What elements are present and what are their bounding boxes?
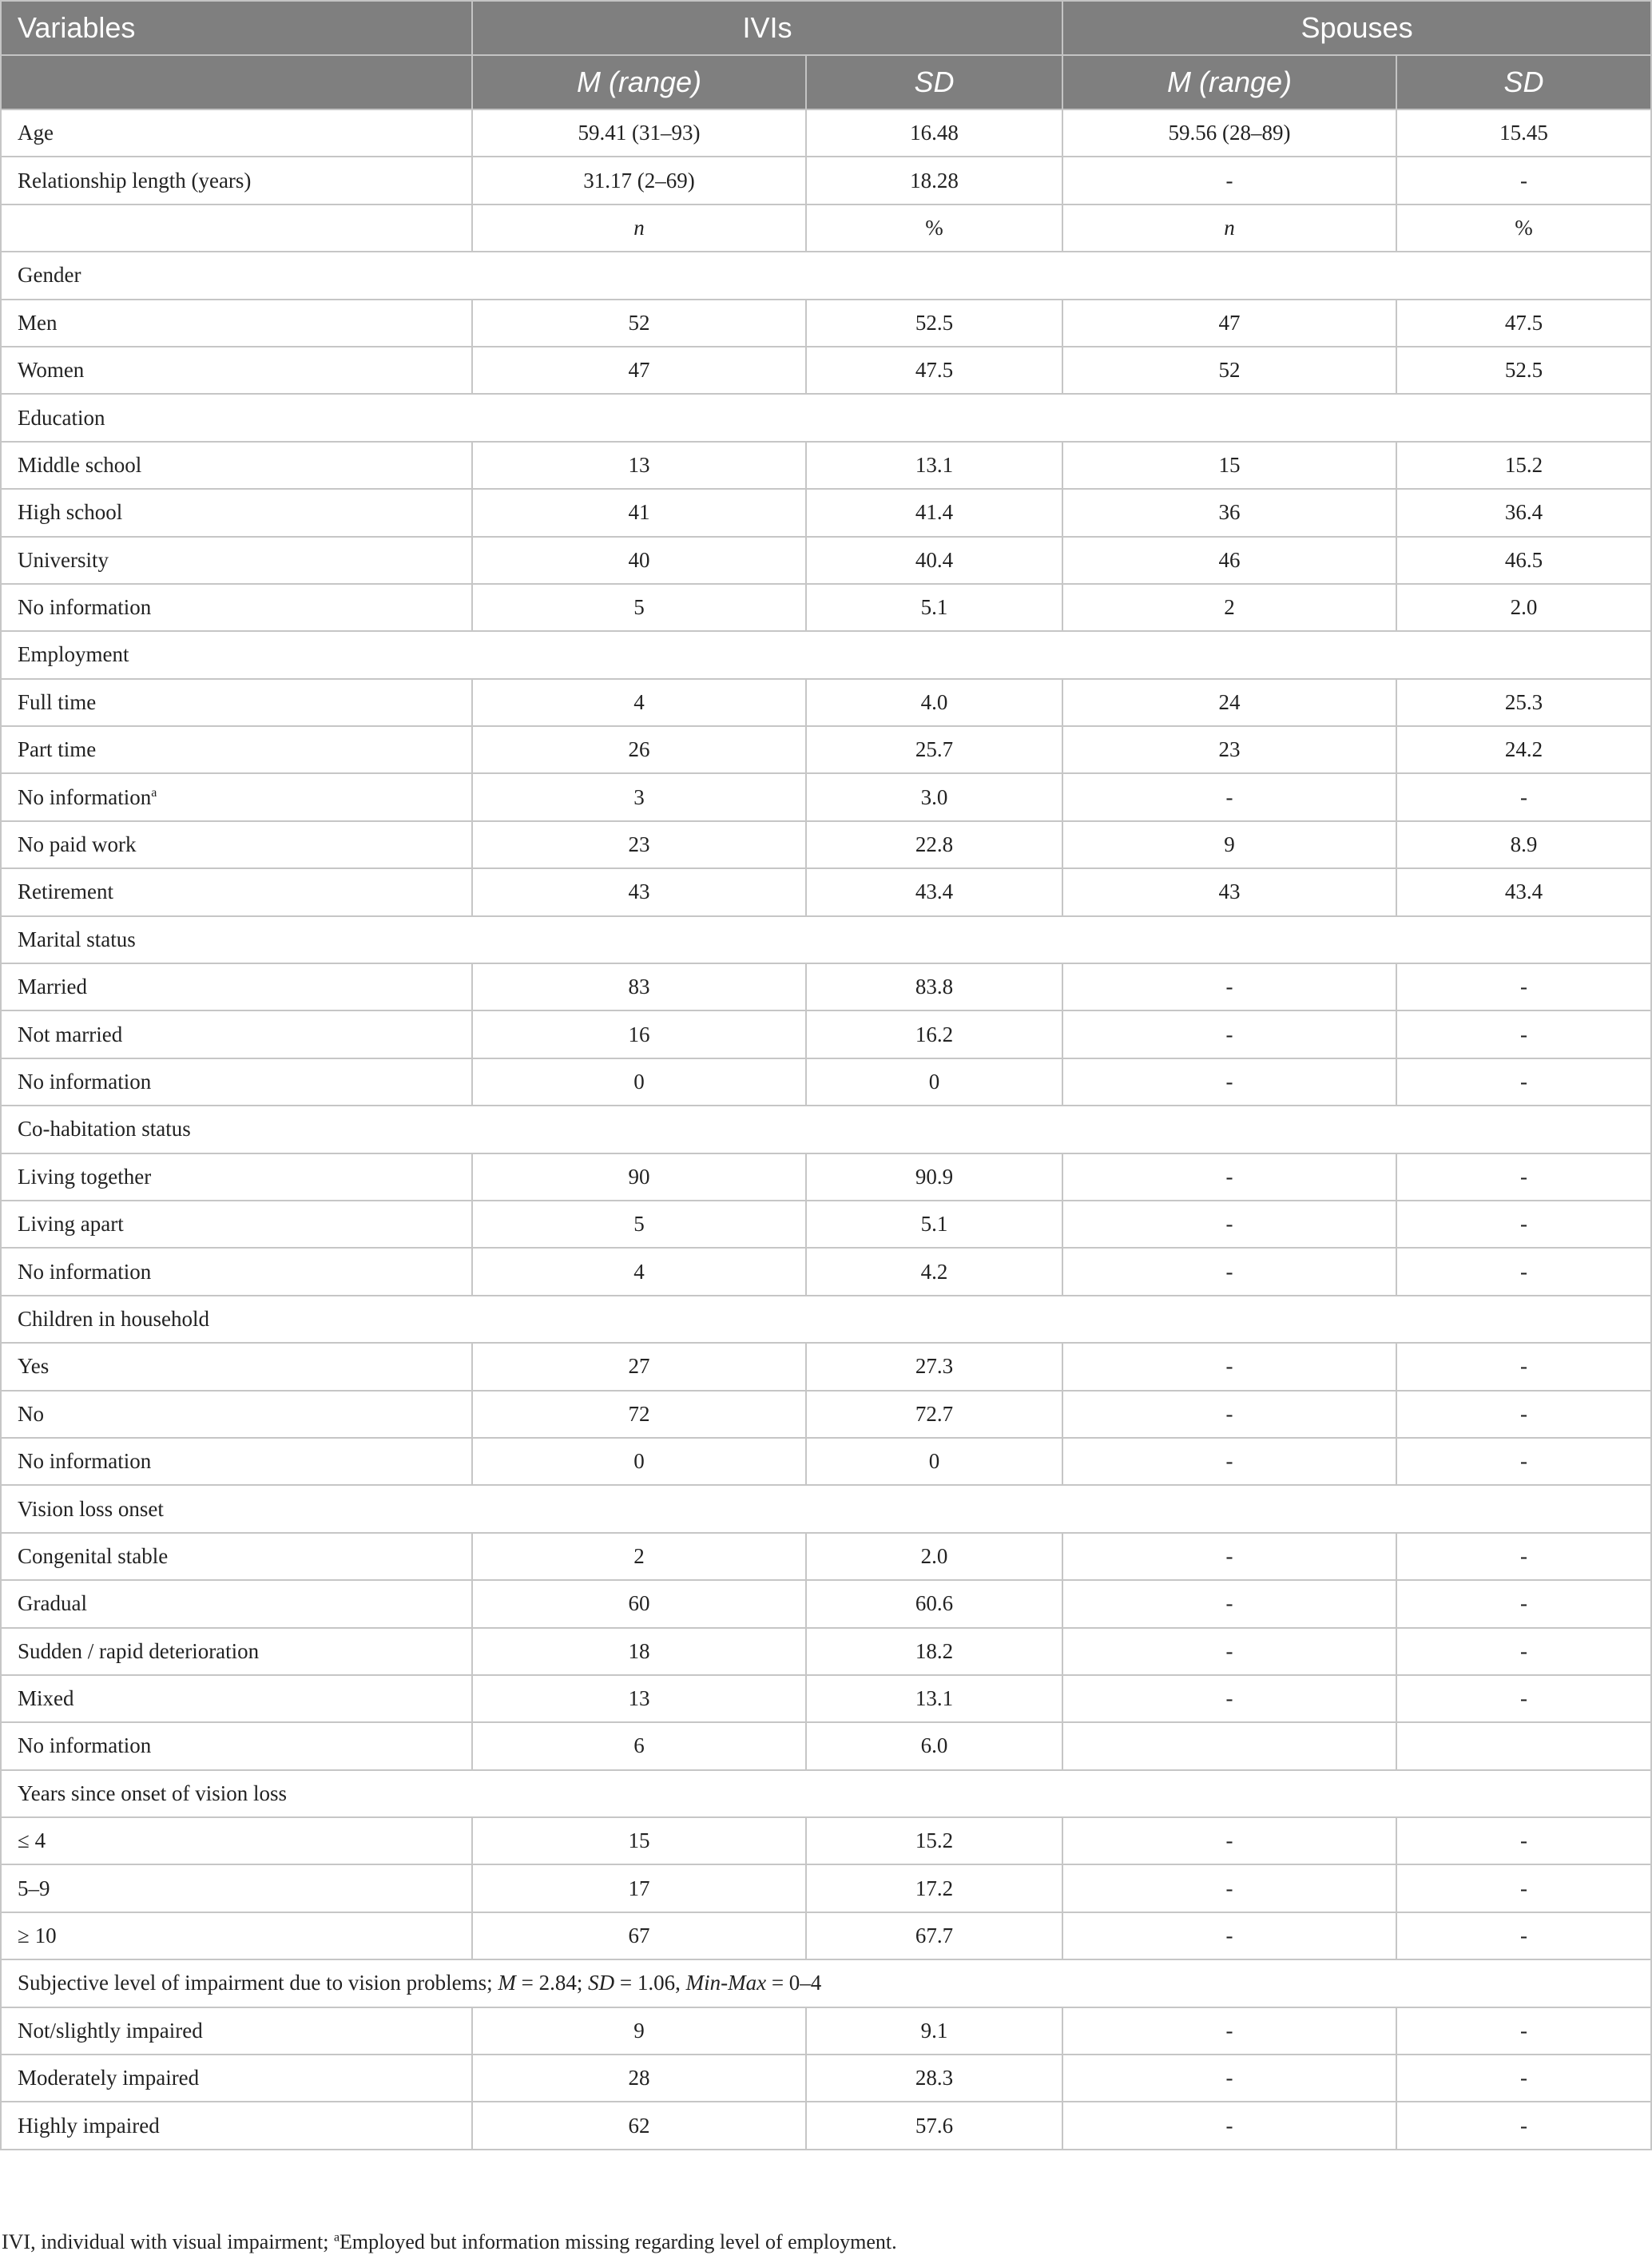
row-label — [1, 1533, 472, 1580]
section-title: Employment — [1, 631, 1651, 678]
cell: - — [1396, 2055, 1651, 2102]
cell: 18 — [472, 1628, 806, 1675]
cell: - — [1062, 2055, 1396, 2102]
section-row — [1, 252, 1651, 299]
table-row — [1, 2007, 1651, 2055]
section-title: Vision loss onset — [1, 1485, 1651, 1532]
row-label-text: No — [18, 1401, 44, 1426]
cell: 15.2 — [1396, 442, 1651, 489]
row-label — [1, 2007, 472, 2055]
cell: 15.45 — [1396, 109, 1651, 157]
cell: 67.7 — [806, 1912, 1062, 1959]
row-label — [1, 442, 472, 489]
cell: 83.8 — [806, 963, 1062, 1010]
section-title: Years since onset of vision loss — [1, 1770, 1651, 1817]
cell: 47 — [1062, 300, 1396, 347]
cell: - — [1396, 1628, 1651, 1675]
cell: - — [1396, 1533, 1651, 1580]
footnote-marker: a — [333, 2230, 340, 2245]
row-label — [1, 1248, 472, 1295]
cell: 16.48 — [806, 109, 1062, 157]
cell: 60.6 — [806, 1580, 1062, 1627]
cell: 27.3 — [806, 1343, 1062, 1390]
cell: 6.0 — [806, 1722, 1062, 1769]
row-label-text: Moderately impaired — [18, 2066, 200, 2090]
section-title: Children in household — [1, 1296, 1651, 1343]
cell: - — [1062, 1533, 1396, 1580]
cell: 2 — [1062, 584, 1396, 631]
cell: 13 — [472, 442, 806, 489]
cell: 2.0 — [806, 1533, 1062, 1580]
cell: 24 — [1062, 679, 1396, 726]
cell: 83 — [472, 963, 806, 1010]
cell: 4.2 — [806, 1248, 1062, 1295]
table-row — [1, 1201, 1651, 1248]
cell: 2.0 — [1396, 584, 1651, 631]
cell: 72.7 — [806, 1391, 1062, 1438]
cell: - — [1396, 1153, 1651, 1201]
table-row — [1, 2055, 1651, 2102]
table-row — [1, 489, 1651, 536]
cell: 25.7 — [806, 726, 1062, 773]
table-row — [1, 442, 1651, 489]
row-label — [1, 1438, 472, 1485]
cell: 0 — [806, 1058, 1062, 1106]
section-row — [1, 394, 1651, 441]
table-row — [1, 1817, 1651, 1864]
table-row — [1, 347, 1651, 394]
row-label — [1, 1391, 472, 1438]
cell: 59.41 (31–93) — [472, 109, 806, 157]
row-label-text: Living apart — [18, 1212, 124, 1237]
cell: - — [1396, 157, 1651, 204]
cell: - — [1396, 1580, 1651, 1627]
table-row — [1, 1533, 1651, 1580]
cell: - — [1396, 773, 1651, 820]
table-row — [1, 821, 1651, 868]
row-label — [1, 1058, 472, 1106]
cell: 41 — [472, 489, 806, 536]
cell: - — [1062, 1248, 1396, 1295]
cell: - — [1396, 1248, 1651, 1295]
row-label-text: No information — [18, 1070, 152, 1094]
row-label-text: Not/slightly impaired — [18, 2018, 203, 2043]
cell: 31.17 (2–69) — [472, 157, 806, 204]
cell: 22.8 — [806, 821, 1062, 868]
cell: 9 — [472, 2007, 806, 2055]
row-label-text: Living together — [18, 1164, 152, 1189]
cell: 13.1 — [806, 442, 1062, 489]
cell: - — [1062, 1438, 1396, 1485]
row-label-text: No paid work — [18, 832, 137, 857]
row-label-text: No information — [18, 1733, 152, 1758]
row-label-text: High school — [18, 500, 123, 525]
table-row — [1, 1248, 1651, 1295]
cell: 43.4 — [806, 868, 1062, 915]
section-row — [1, 1106, 1651, 1153]
row-label — [1, 1343, 472, 1390]
table-row — [1, 109, 1651, 157]
cell: 17 — [472, 1864, 806, 1912]
cell: - — [1396, 963, 1651, 1010]
cell: 16 — [472, 1010, 806, 1058]
section-row — [1, 1770, 1651, 1817]
cell: 36.4 — [1396, 489, 1651, 536]
count-header-n: n — [1062, 204, 1396, 252]
row-label-text: Middle school — [18, 452, 142, 477]
row-label-text: Full time — [18, 689, 97, 714]
row-label-text: Yes — [18, 1354, 50, 1379]
count-header-pct: % — [806, 204, 1062, 252]
table-row — [1, 1675, 1651, 1722]
row-label — [1, 1628, 472, 1675]
row-label-text: Congenital stable — [18, 1543, 169, 1568]
row-label-text: No information — [18, 595, 152, 620]
cell: 9.1 — [806, 2007, 1062, 2055]
section-title: Subjective level of impairment due to vision problems; M = 2.84; SD = 1.06, Min-Max = 0–4 — [1, 1959, 1651, 2007]
cell: - — [1062, 1391, 1396, 1438]
cell: - — [1062, 1153, 1396, 1201]
table-row — [1, 773, 1651, 820]
cell: 28.3 — [806, 2055, 1062, 2102]
cell: - — [1396, 1058, 1651, 1106]
row-label-text: Men — [18, 310, 58, 335]
cell: 26 — [472, 726, 806, 773]
table-row — [1, 300, 1651, 347]
cell: 23 — [1062, 726, 1396, 773]
cell: 62 — [472, 2102, 806, 2149]
table-row — [1, 1010, 1651, 1058]
cell: - — [1062, 1010, 1396, 1058]
table-row — [1, 1580, 1651, 1627]
cell: 47.5 — [806, 347, 1062, 394]
row-label-text: ≤ 4 — [18, 1828, 46, 1853]
header-spouse-sd: SD — [1396, 55, 1651, 109]
cell: 2 — [472, 1533, 806, 1580]
row-label-text: Gradual — [18, 1591, 87, 1616]
table-row — [1, 1153, 1651, 1201]
row-label: Relationship length (years) — [1, 157, 472, 204]
table-row — [1, 1058, 1651, 1106]
row-label — [1, 1153, 472, 1201]
count-header-n: n — [472, 204, 806, 252]
cell: - — [1062, 1628, 1396, 1675]
row-label-text: Mixed — [18, 1686, 74, 1711]
cell: 36 — [1062, 489, 1396, 536]
cell: 59.56 (28–89) — [1062, 109, 1396, 157]
table-row — [1, 963, 1651, 1010]
row-label-text: No information — [18, 1449, 152, 1474]
cell: 9 — [1062, 821, 1396, 868]
table-row — [1, 537, 1651, 584]
section-row — [1, 916, 1651, 963]
table-footnote — [2, 2230, 897, 2254]
row-label-text: Sudden / rapid deterioration — [18, 1638, 260, 1663]
cell: 46.5 — [1396, 537, 1651, 584]
row-label — [1, 679, 472, 726]
cell: 43 — [472, 868, 806, 915]
cell — [1062, 1722, 1396, 1769]
cell: 46 — [1062, 537, 1396, 584]
cell: 5 — [472, 584, 806, 631]
row-label-text: Part time — [18, 737, 97, 762]
table-row — [1, 1343, 1651, 1390]
cell: 6 — [472, 1722, 806, 1769]
cell: - — [1062, 1201, 1396, 1248]
cell: 52 — [472, 300, 806, 347]
cell: 47 — [472, 347, 806, 394]
cell: - — [1396, 1010, 1651, 1058]
cell: 40.4 — [806, 537, 1062, 584]
cell: 17.2 — [806, 1864, 1062, 1912]
cell: - — [1062, 1343, 1396, 1390]
footnote-text-a: IVI, individual with visual impairment; — [2, 2230, 334, 2253]
cell: - — [1396, 1675, 1651, 1722]
row-label-text: University — [18, 547, 109, 572]
table-row — [1, 726, 1651, 773]
cell: 15 — [1062, 442, 1396, 489]
row-label — [1, 773, 472, 820]
cell: 3 — [472, 773, 806, 820]
cell: - — [1396, 1864, 1651, 1912]
cell: - — [1396, 1391, 1651, 1438]
cell: 0 — [472, 1438, 806, 1485]
cell: 15 — [472, 1817, 806, 1864]
header-variables: Variables — [1, 1, 472, 55]
row-label — [1, 537, 472, 584]
header-ivi-sd: SD — [806, 55, 1062, 109]
cell: 13 — [472, 1675, 806, 1722]
cell: 18.28 — [806, 157, 1062, 204]
row-label — [1, 1010, 472, 1058]
cell: - — [1396, 1817, 1651, 1864]
cell: 52.5 — [806, 300, 1062, 347]
cell: 24.2 — [1396, 726, 1651, 773]
footnote-marker: a — [151, 785, 157, 800]
table-row — [1, 1722, 1651, 1769]
row-label — [1, 868, 472, 915]
row-label-text: Women — [18, 358, 85, 383]
cell: - — [1062, 2102, 1396, 2149]
table-row — [1, 157, 1651, 204]
cell: 52 — [1062, 347, 1396, 394]
cell: 18.2 — [806, 1628, 1062, 1675]
cell: 57.6 — [806, 2102, 1062, 2149]
header-blank — [1, 55, 472, 109]
row-label-text: Highly impaired — [18, 2113, 160, 2138]
section-row — [1, 1296, 1651, 1343]
section-title: Marital status — [1, 916, 1651, 963]
cell: 43 — [1062, 868, 1396, 915]
cell: - — [1396, 2007, 1651, 2055]
section-title: Gender — [1, 252, 1651, 299]
cell: 52.5 — [1396, 347, 1651, 394]
header-row-groups — [1, 1, 1651, 55]
cell: - — [1062, 773, 1396, 820]
cell: 4.0 — [806, 679, 1062, 726]
section-row — [1, 1485, 1651, 1532]
cell: 28 — [472, 2055, 806, 2102]
cell: 15.2 — [806, 1817, 1062, 1864]
row-label — [1, 1675, 472, 1722]
row-label-text: ≥ 10 — [18, 1924, 57, 1948]
row-label — [1, 821, 472, 868]
cell: 25.3 — [1396, 679, 1651, 726]
table-body — [1, 109, 1651, 2150]
header-row-stats — [1, 55, 1651, 109]
cell — [1396, 1722, 1651, 1769]
row-label-text: Retirement — [18, 879, 113, 904]
cell: - — [1062, 1864, 1396, 1912]
cell: 27 — [472, 1343, 806, 1390]
row-label — [1, 1912, 472, 1959]
cell: - — [1396, 1912, 1651, 1959]
cell: - — [1062, 963, 1396, 1010]
cell: - — [1062, 1580, 1396, 1627]
table-row — [1, 1864, 1651, 1912]
row-label — [1, 489, 472, 536]
row-label — [1, 1817, 472, 1864]
count-header-pct: % — [1396, 204, 1651, 252]
cell: 0 — [472, 1058, 806, 1106]
cell: - — [1062, 1675, 1396, 1722]
cell: 60 — [472, 1580, 806, 1627]
cell: - — [1396, 1438, 1651, 1485]
table-row — [1, 1912, 1651, 1959]
cell: - — [1062, 1058, 1396, 1106]
row-label-text: Not married — [18, 1022, 123, 1046]
row-label — [1, 1201, 472, 1248]
cell: 4 — [472, 1248, 806, 1295]
row-label-text: No information — [18, 784, 152, 809]
header-spouses: Spouses — [1062, 1, 1651, 55]
row-label-text: 5–9 — [18, 1876, 50, 1900]
section-row — [1, 631, 1651, 678]
cell: 5.1 — [806, 584, 1062, 631]
row-label — [1, 1864, 472, 1912]
cell: - — [1062, 2007, 1396, 2055]
row-label-text: No information — [18, 1259, 152, 1284]
cell: - — [1396, 2102, 1651, 2149]
table-row — [1, 2102, 1651, 2149]
cell: 90 — [472, 1153, 806, 1201]
table-row — [1, 1628, 1651, 1675]
cell: 90.9 — [806, 1153, 1062, 1201]
table-row — [1, 1438, 1651, 1485]
cell: 8.9 — [1396, 821, 1651, 868]
count-header-row — [1, 204, 1651, 252]
cell: 13.1 — [806, 1675, 1062, 1722]
cell: 43.4 — [1396, 868, 1651, 915]
row-label — [1, 1722, 472, 1769]
row-label — [1, 2102, 472, 2149]
table-row — [1, 868, 1651, 915]
footnote-text-b: Employed but information missing regarding level of employment. — [340, 2230, 897, 2253]
cell: 40 — [472, 537, 806, 584]
cell: 5 — [472, 1201, 806, 1248]
cell: 41.4 — [806, 489, 1062, 536]
cell: 67 — [472, 1912, 806, 1959]
row-label: Age — [1, 109, 472, 157]
row-label — [1, 726, 472, 773]
cell: 3.0 — [806, 773, 1062, 820]
cell: - — [1062, 1817, 1396, 1864]
cell: 16.2 — [806, 1010, 1062, 1058]
cell: 4 — [472, 679, 806, 726]
cell-blank — [1, 204, 472, 252]
header-ivi-m-range: M (range) — [472, 55, 806, 109]
cell: 23 — [472, 821, 806, 868]
cell: 0 — [806, 1438, 1062, 1485]
row-label — [1, 300, 472, 347]
header-spouse-m-range: M (range) — [1062, 55, 1396, 109]
cell: 5.1 — [806, 1201, 1062, 1248]
cell: - — [1062, 1912, 1396, 1959]
section-title: Education — [1, 394, 1651, 441]
table-row — [1, 1391, 1651, 1438]
table-row — [1, 679, 1651, 726]
section-row — [1, 1959, 1651, 2007]
row-label — [1, 347, 472, 394]
cell: - — [1396, 1343, 1651, 1390]
cell: 72 — [472, 1391, 806, 1438]
row-label — [1, 584, 472, 631]
table-row — [1, 584, 1651, 631]
section-title: Co-habitation status — [1, 1106, 1651, 1153]
row-label — [1, 1580, 472, 1627]
cell: 47.5 — [1396, 300, 1651, 347]
cell: - — [1396, 1201, 1651, 1248]
cell: - — [1062, 157, 1396, 204]
row-label — [1, 963, 472, 1010]
row-label — [1, 2055, 472, 2102]
row-label-text: Married — [18, 975, 87, 999]
header-ivis: IVIs — [472, 1, 1062, 55]
